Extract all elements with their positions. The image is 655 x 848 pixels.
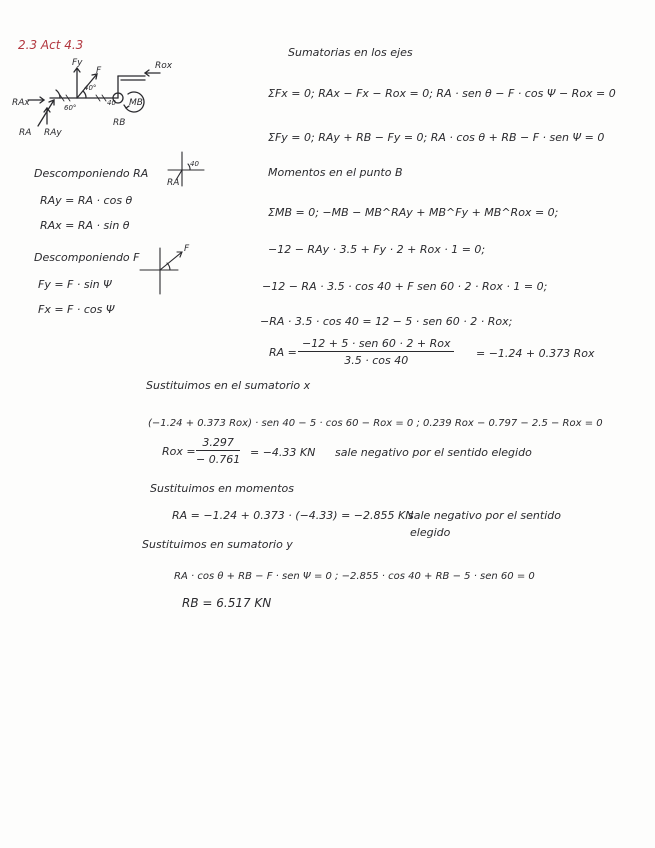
ra-expression-lhs: RA = [269,346,297,359]
ray-equation: RAy = RA · cos θ [40,194,133,207]
label-f: F [96,66,102,76]
subst-x-title: Sustituimos en el sumatorio x [146,379,311,392]
subst-y-title: Sustituimos en sumatorio y [142,538,293,551]
rox-fraction-denominator: − 0.761 [196,453,241,466]
moment-equation-2: −12 − RA · 3.5 · cos 40 + F sen 60 · 2 · Rox · 1 = 0; [262,280,548,293]
ra-note-line2: elegido [410,526,451,539]
ra-note-line1: sale negativo por el sentido [408,509,561,522]
ra-expression-fraction [298,337,454,367]
sum-fy-equation: ΣFy = 0; RAy + RB − Fy = 0; RA · cos θ + RB − F · sen Ψ = 0 [268,131,605,144]
label-fy: Fy [72,58,83,68]
label-ray: RAy [44,128,62,138]
ra-value: RA = −1.24 + 0.373 · (−4.33) = −2.855 KN [172,509,414,522]
label-angle-b: 40 [107,99,116,107]
exercise-label: 2.3 Act 4.3 [18,38,84,52]
rox-lhs: Rox = [162,445,196,458]
rox-note: sale negativo por el sentido elegido [335,446,532,459]
sum-fx-equation: ΣFx = 0; RAx − Fx − Rox = 0; RA · sen θ − F · cos Ψ − Rox = 0 [268,87,616,100]
decompose-f-title: Descomponiendo F [34,251,140,264]
subst-y-equation: RA · cos θ + RB − F · sen Ψ = 0 ; −2.855 · cos 40 + RB − 5 · sen 60 = 0 [174,571,535,582]
label-mb: MB [129,98,143,108]
subst-x-equation: (−1.24 + 0.373 Rox) · sen 40 − 5 · cos 60 − Rox = 0 ; 0.239 Rox − 0.797 − 2.5 − Rox = 0 [148,418,603,429]
rox-fraction [196,436,240,466]
decompose-ra-title: Descomponiendo RA [34,167,149,180]
moment-equation-1: −12 − RAy · 3.5 + Fy · 2 + Rox · 1 = 0; [268,243,486,256]
sum-mb-equation: ΣMB = 0; −MB − MB^RAy + MB^Fy + MB^Rox = 0; [268,206,559,219]
rax-equation: RAx = RA · sin θ [40,219,130,232]
rox-result: = −4.33 KN [250,446,316,459]
label-rb: RB [113,118,126,128]
ra-fraction-denominator: 3.5 · cos 40 [344,354,409,367]
label-ra: RA [19,128,32,138]
rb-value: RB = 6.517 KN [182,596,272,610]
label-angle-60: 60° [64,104,77,112]
sum-title: Sumatorias en los ejes [288,46,413,59]
subst-moments-title: Sustituimos en momentos [150,482,294,495]
fy-equation: Fy = F · sin Ψ [38,278,112,291]
sketch-f-label: F [184,244,190,254]
ra-expression-result: = −1.24 + 0.373 Rox [476,347,595,360]
moments-title: Momentos en el punto B [268,166,403,179]
rox-fraction-numerator: 3.297 [196,436,240,451]
sketch-ra-label: RA [167,178,180,188]
label-angle-40: 40° [84,84,97,92]
moment-equation-3: −RA · 3.5 · cos 40 = 12 − 5 · sen 60 · 2 · Rox; [260,315,513,328]
fx-equation: Fx = F · cos Ψ [38,303,115,316]
label-rax: RAx [12,98,30,108]
label-rox: Rox [155,61,173,71]
ra-fraction-numerator: −12 + 5 · sen 60 · 2 + Rox [298,337,454,352]
sketch-angle-label: 40 [190,160,199,168]
